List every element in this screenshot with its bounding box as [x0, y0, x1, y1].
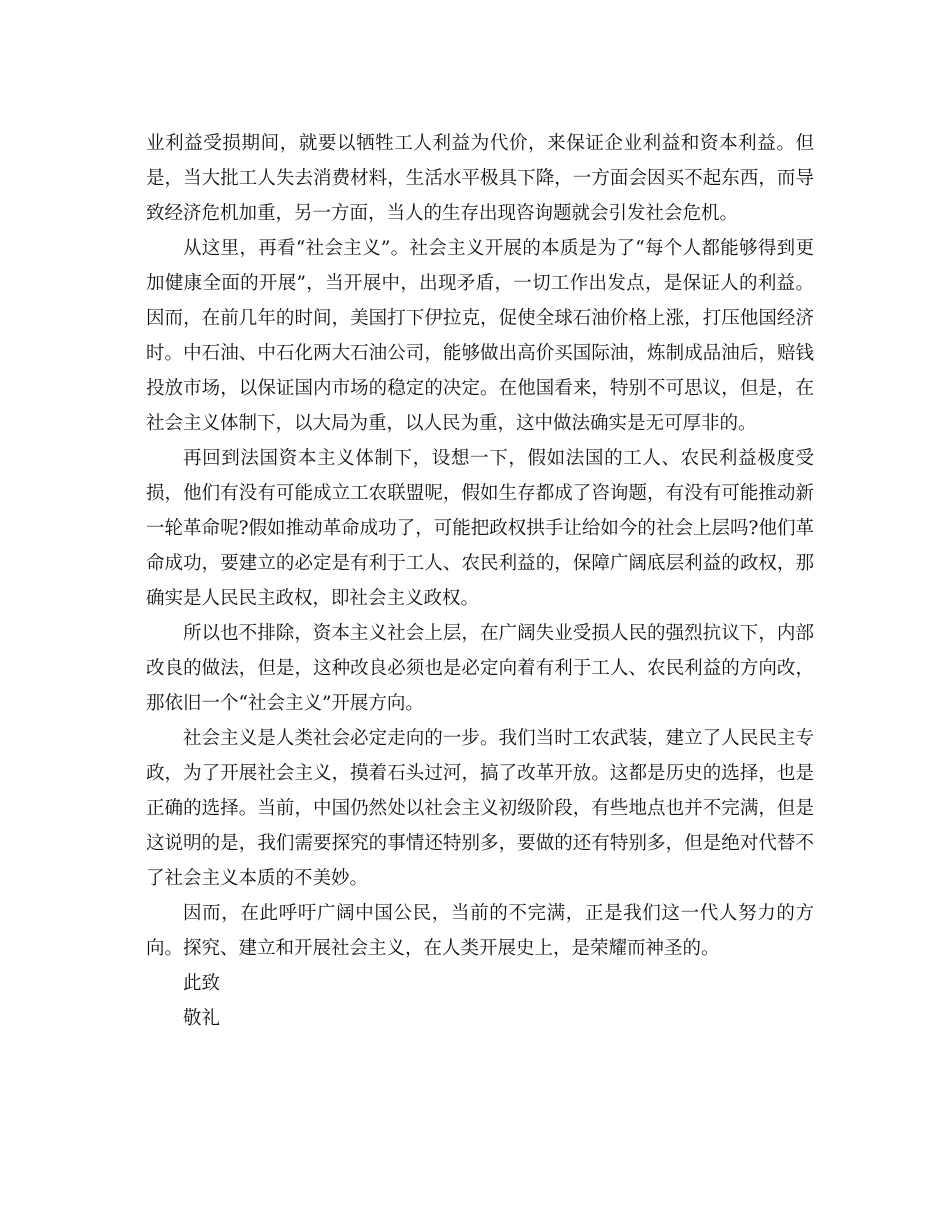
letter-body [146, 126, 814, 1036]
paragraph-france-hypothesis: 再回到法国资本主义体制下，设想一下，假如法国的工人、农民利益极度受损，他们有没有可能成立工农联盟呢，假如生存都成了咨询题，有没有可能推动新一轮革命呢?假如推动革命成功了，可能把政权拱手让给如今的社会上层吗?他们革命成功，要建立的必定是有利于工人、农民利益的，保障广阔底层利益的政权，那确实是人民民主政权，即社会主义政权。 [146, 448, 814, 609]
paragraph-historical-choice: 社会主义是人类社会必定走向的一步。我们当时工农武装，建立了人民民主专政，为了开展社会主义，摸着石头过河，搞了改革开放。这都是历史的选择，也是正确的选择。当前，中国仍然处以社会主义初级阶段，有些地点也并不完满，但是这说明的是，我们需要探究的事情还特别多，要做的还有特别多，但是绝对代替不了社会主义本质的不美妙。 [146, 728, 814, 889]
paragraph-internal-reform: 所以也不排除，资本主义社会上层，在广阔失业受损人民的强烈抗议下，内部改良的做法，但是，这种改良必须也是必定向着有利于工人、农民利益的方向改，那依旧一个“社会主义”开展方向。 [146, 623, 814, 714]
closing-salutation-2: 敬礼 [183, 1008, 221, 1029]
paragraph-socialism-essence: 从这里，再看“社会主义”。社会主义开展的本质是为了“每个人都能够得到更加健康全面的开展”，当开展中，出现矛盾，一切工作出发点，是保证人的利益。因而，在前几年的时间，美国打下伊拉克，促使全球石油价格上涨，打压他国经济时。中石油、中石化两大石油公司，能够做出高价买国际油，炼制成品油后，赔钱投放市场，以保证国内市场的稳定的决定。在他国看来，特别不可思议，但是，在社会主义体制下，以大局为重，以人民为重，这中做法确实是无可厚非的。 [146, 238, 814, 434]
paragraph-appeal: 因而，在此呼吁广阔中国公民，当前的不完满，正是我们这一代人努力的方向。探究、建立和开展社会主义，在人类开展史上，是荣耀而神圣的。 [146, 903, 814, 959]
closing-salutation-1: 此致 [183, 973, 221, 994]
paragraph-continuation: 业利益受损期间，就要以牺牲工人利益为代价，来保证企业利益和资本利益。但是，当大批工人失去消费材料，生活水平极具下降，一方面会因买不起东西，而导致经济危机加重，另一方面，当人的生存出现咨询题就会引发社会危机。 [146, 133, 814, 224]
